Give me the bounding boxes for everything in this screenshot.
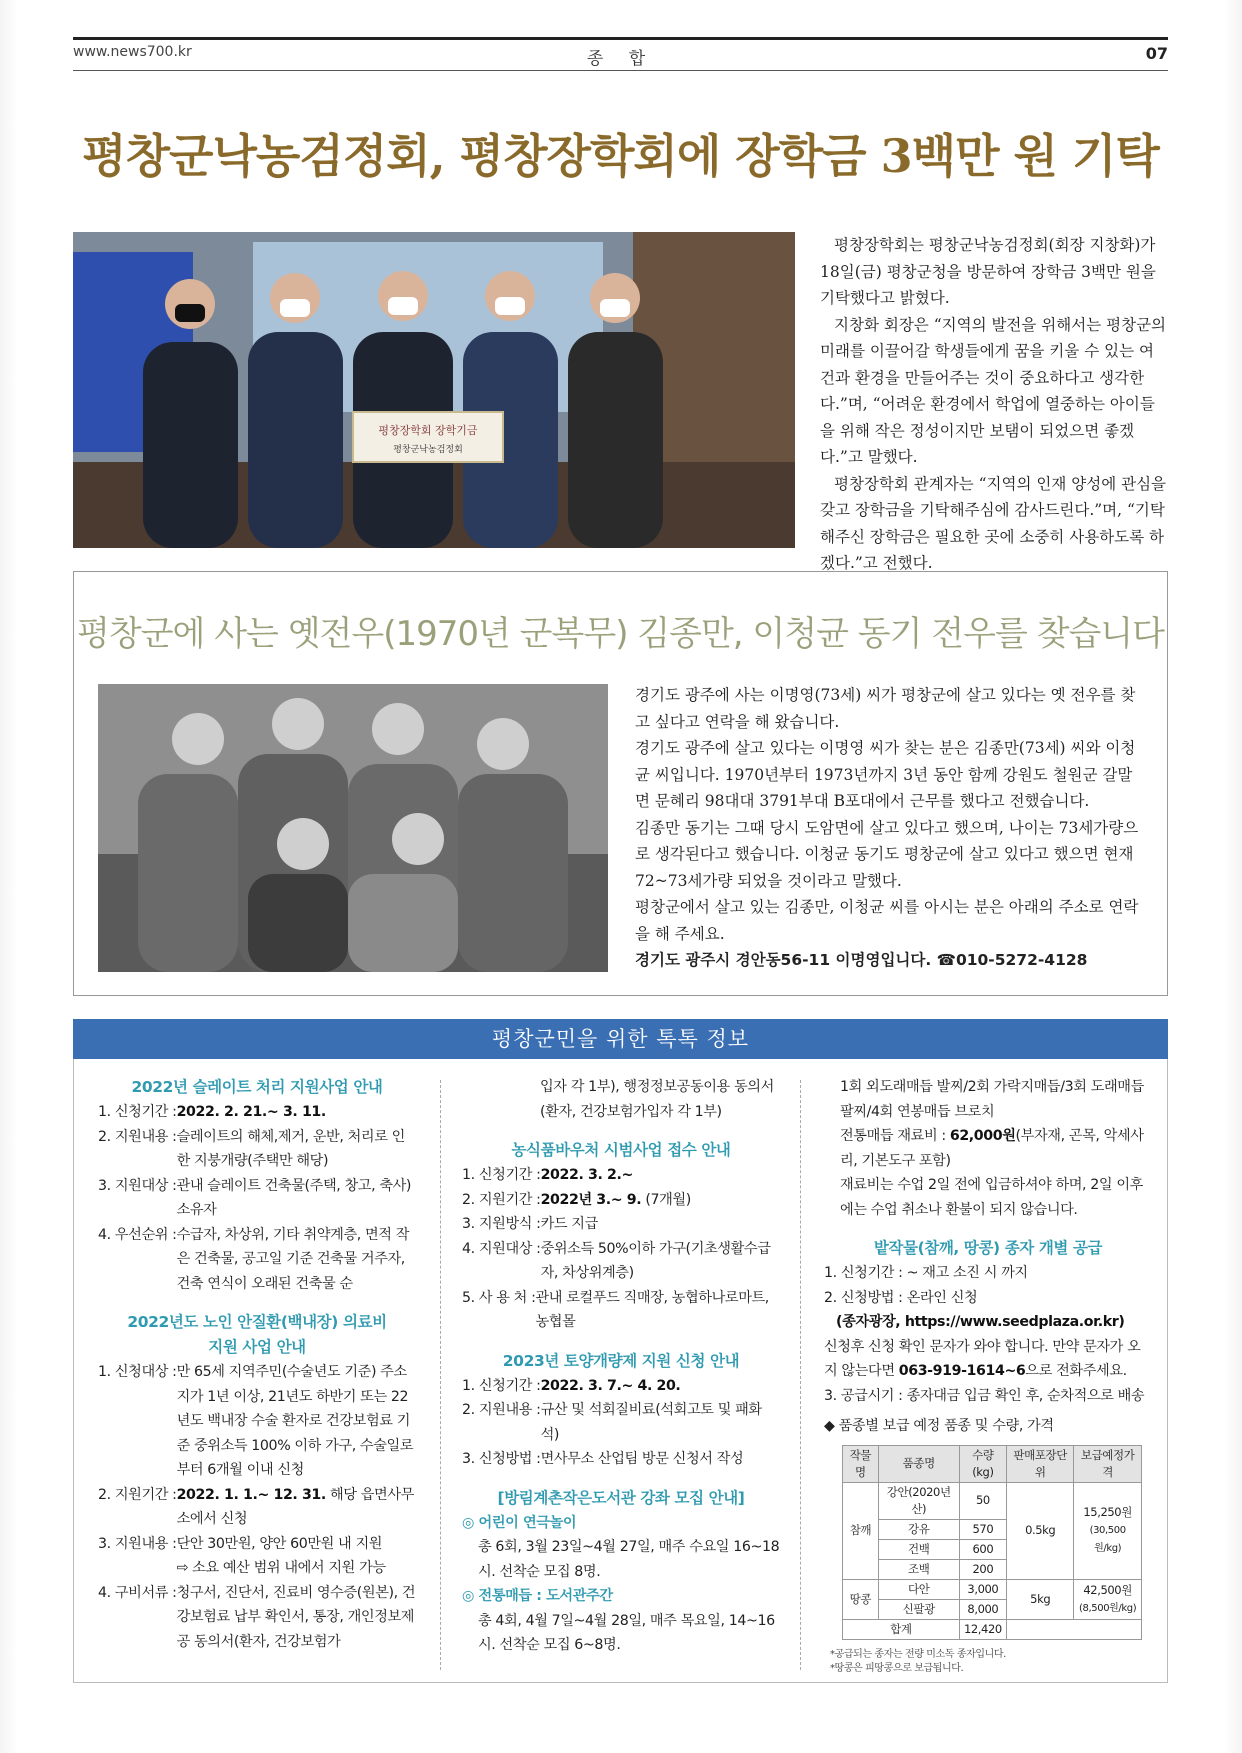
article2-title: 평창군에 사는 옛전우(1970년 군복무) 김종만, 이청균 동기 전우를 찾습니다 <box>77 614 1164 654</box>
article2-photo <box>98 684 608 972</box>
section-title-voucher: 농식품바우처 시범사업 접수 안내 <box>511 1141 731 1159</box>
list-item: 1. 신청기간 : ~ 재고 소진 시 까지 <box>824 1265 1028 1281</box>
table-caption: ◆ 품종별 보급 예정 품종 및 수량, 가격 <box>824 1418 1054 1434</box>
library-knot-text: 총 4회, 4월 7일~4월 28일, 매주 목요일, 14~16시. 선착순 모집 6~8명. <box>478 1612 775 1653</box>
list-item: 3. 공급시기 : 종자대금 입금 확인 후, 순차적으로 배송 <box>824 1387 1145 1404</box>
article2-paragraph: 김종만 동기는 그때 당시 도암면에 살고 있다고 했으며, 나이는 73세가량으로 생각된다고 했습니다. 이청균 동기도 평창군에 살고 있다고 했으면 현재 72~73세가량 되었을 것이라고 말했다. <box>635 818 1139 890</box>
site-url[interactable]: www.news700.kr <box>73 44 192 60</box>
continued-text: 입자 각 1부), 행정정보공동이용 동의서(환자, 건강보험가입자 각 1부) <box>540 1079 774 1120</box>
library-subtitle-theater: ◎ 어린이 연극놀이 <box>462 1514 577 1531</box>
seedplaza-link[interactable]: (종자광장, https://www.seedplaza.or.kr) <box>836 1314 1125 1330</box>
column-divider <box>800 1080 801 1670</box>
article2-body <box>635 682 1143 974</box>
section-title-slate: 2022년 슬레이트 처리 지원사업 안내 <box>131 1078 383 1096</box>
article2-paragraph: 경기도 광주에 사는 이명영(73세) 씨가 평창군에 살고 있다는 옛 전우를 찾고 싶다고 연락을 해 왔습니다. <box>635 686 1136 731</box>
list-item: 1. 신청기간 : 2022. 3. 2.~ <box>462 1167 633 1183</box>
library-theater-text: 총 6회, 3월 23일~4월 27일, 매주 수요일 16~18시. 선착순 모집 8명. <box>478 1539 780 1580</box>
article1-body <box>820 232 1168 577</box>
list-item: 2. 지원내용 : 규산 및 석회질비료(석회고토 및 패화석) <box>462 1402 762 1443</box>
article2-box <box>73 571 1168 996</box>
list-item: 1. 신청대상 : 만 65세 지역주민(수술년도 기준) 주소지가 1년 이상, 21년도 하반기 또는 22년도 백내장 수술 환자로 건강보험료 기준 중위소득 100% 이하 가구, 수술일로부터 6개월 이내 신청 <box>98 1364 414 1478</box>
section-title-seed: 밭작물(참깨, 땅콩) 종자 개별 공급 <box>873 1239 1103 1257</box>
table-header: 수량(kg) <box>959 1445 1006 1482</box>
info-column-3 <box>824 1075 1152 1676</box>
table-footnote: *공급되는 종자는 전량 미소독 종자입니다. *땅콩은 피땅콩으로 보급됩니다. <box>830 1648 1006 1674</box>
info-section-title: 평창군민을 위한 톡톡 정보 <box>73 1019 1168 1059</box>
article1-paragraph: 지창화 회장은 “지역의 발전을 위해서는 평창군의 미래를 이끌어갈 학생들에게 꿈을 키울 수 있는 여건과 환경을 만들어주는 것이 중요하다고 생각한다.”며, “어려운 환경에서 학업에 열중하는 아이들을 위해 작은 정성이지만 보탬이 되었으면 좋겠다.”고 말했다. <box>820 315 1167 466</box>
table-row: 건백 600 <box>843 1539 1142 1559</box>
section-title-library: [방림계촌작은도서관 강좌 모집 안내] <box>497 1488 745 1507</box>
soldiers-photo-illustration <box>98 684 608 972</box>
list-item: 3. 지원내용 : 단안 30만원, 양안 60만원 내 지원 ⇨ 소요 예산 범위 내에서 지원 가능 <box>98 1535 386 1576</box>
list-item: 5. 사 용 처 : 관내 로컬푸드 직매장, 농협하나로마트, 농협몰 <box>462 1289 769 1330</box>
list-item: 4. 우선순위 : 수급자, 차상위, 기타 취약계층, 면적 작은 건축물, 공고일 기준 건축물 거주자, 건축 연식이 오래된 건축물 순 <box>98 1226 410 1292</box>
seed-table <box>842 1445 1142 1640</box>
article1-paragraph: 평창장학회 관계자는 “지역의 인재 양성에 관심을 갖고 장학금을 기탁해주심에 감사드린다.”며, “기탁해주신 장학금은 필요한 곳에 소중히 사용하도록 하겠다.”고 전했다. <box>820 474 1167 572</box>
article2-paragraph: 경기도 광주에 살고 있다는 이명영 씨가 찾는 분은 김종만(73세) 씨와 이청균 씨입니다. 1970년부터 1973년까지 3년 동안 함께 강원도 철원군 갈말면 문혜리 98대대 3791부대 B포대에서 근무를 했다고 전했습니다. <box>635 739 1136 810</box>
photo-sign-label: 평창장학회 장학기금 <box>378 424 478 437</box>
table-header: 작물명 <box>843 1445 879 1482</box>
table-header: 판매포장단위 <box>1007 1445 1074 1482</box>
group-photo-illustration <box>73 232 795 548</box>
contact-address: 경기도 광주시 경안동56-11 이명영입니다. ☎010-5272-4128 <box>635 951 1088 969</box>
list-item: 2. 지원내용 : 슬레이트의 해체,제거, 운반, 처리로 인한 지붕개량(주택만 해당) <box>98 1128 405 1169</box>
article1-title: 평창군낙농검정회, 평창장학회에 장학금 3백만 원 기탁 <box>82 129 1159 183</box>
section-title-cataract: 2022년도 노인 안질환(백내장) 의료비 <box>127 1313 387 1331</box>
article2-paragraph: 평창군에서 살고 있는 김종만, 이청균 씨를 아시는 분은 아래의 주소로 연락을 해 주세요. <box>635 898 1139 943</box>
section-title-soil: 2023년 토양개량제 지원 신청 안내 <box>502 1351 740 1370</box>
article1-photo <box>73 232 795 548</box>
header-rule <box>73 70 1168 71</box>
article1-paragraph: 평창장학회는 평창군낙농검정회(회장 지창화)가 18일(금) 평창군청을 방문하여 장학금 3백만 원을 기탁했다고 밝혔다. <box>820 236 1156 307</box>
table-row: 신팔광 8,000 <box>843 1599 1142 1619</box>
section-title-cataract-2: 지원 사업 안내 <box>208 1338 306 1356</box>
list-item: 3. 신청방법 : 면사무소 산업팀 방문 신청서 작성 <box>462 1451 744 1467</box>
page-number: 07 <box>1145 44 1168 63</box>
list-item: 4. 구비서류 : 청구서, 진단서, 진료비 영수증(원본), 건강보험료 납부 확인서, 통장, 개인정보제공 동의서(환자, 건강보험가 <box>98 1584 416 1650</box>
table-header: 보급예정가격 <box>1074 1445 1142 1482</box>
list-item: 2. 지원기간 : 2022년 3.~ 9. (7개월) <box>462 1191 691 1208</box>
info-column-1 <box>98 1075 416 1654</box>
column-divider <box>440 1080 441 1670</box>
table-header: 품종명 <box>878 1445 959 1482</box>
photo-sign-org: 평창군낙농검정회 <box>393 445 463 455</box>
list-item: 1. 신청기간 : 2022. 2. 21.~ 3. 11. <box>98 1104 326 1120</box>
list-item: 2. 신청방법 : 온라인 신청 <box>824 1289 978 1306</box>
seed-note: 신청후 신청 확인 문자가 와야 합니다. 만약 문자가 오지 않는다면 063-919-1614~6으로 전화주세요. <box>824 1338 1141 1379</box>
material-fee: 전통매듭 재료비 : 62,000원(부자재, 곤목, 악세사리, 기본도구 포함) <box>840 1128 1144 1169</box>
table-row: 참깨 강안(2020년산) 50 0.5kg 15,250원 (30,500원/kg) <box>843 1482 1142 1519</box>
list-item: 3. 지원방식 : 카드 지급 <box>462 1216 598 1232</box>
table-row: 합계 12,420 <box>843 1619 1142 1639</box>
info-column-2 <box>462 1075 780 1658</box>
table-row: 강유 570 <box>843 1519 1142 1539</box>
library-subtitle-knot: ◎ 전통매듭 : 도서관주간 <box>462 1588 613 1604</box>
list-item: 1. 신청기간 : 2022. 3. 7.~ 4. 20. <box>462 1377 681 1394</box>
continued-text: 1회 외도래매듭 발찌/2회 가락지매듭/3회 도래매듭 팔찌/4회 연봉매듭 브로치 <box>840 1079 1144 1120</box>
table-row: 땅콩 다안 3,000 5kg 42,500원 (8,500원/kg) <box>843 1579 1142 1599</box>
table-row: 조백 200 <box>843 1559 1142 1579</box>
refund-policy: 재료비는 수업 2일 전에 입금하셔야 하며, 2일 이후에는 수업 취소나 환불이 되지 않습니다. <box>840 1177 1143 1218</box>
list-item: 4. 지원대상 : 중위소득 50%이하 가구(기초생활수급자, 차상위계층) <box>462 1240 771 1281</box>
list-item: 2. 지원기간 : 2022. 1. 1.~ 12. 31. 해당 읍면사무소에서 신청 <box>98 1486 414 1527</box>
list-item: 3. 지원대상 : 관내 슬레이트 건축물(주택, 창고, 축사) 소유자 <box>98 1177 412 1218</box>
section-name: 종 합 <box>586 49 656 69</box>
top-rule <box>73 37 1168 40</box>
